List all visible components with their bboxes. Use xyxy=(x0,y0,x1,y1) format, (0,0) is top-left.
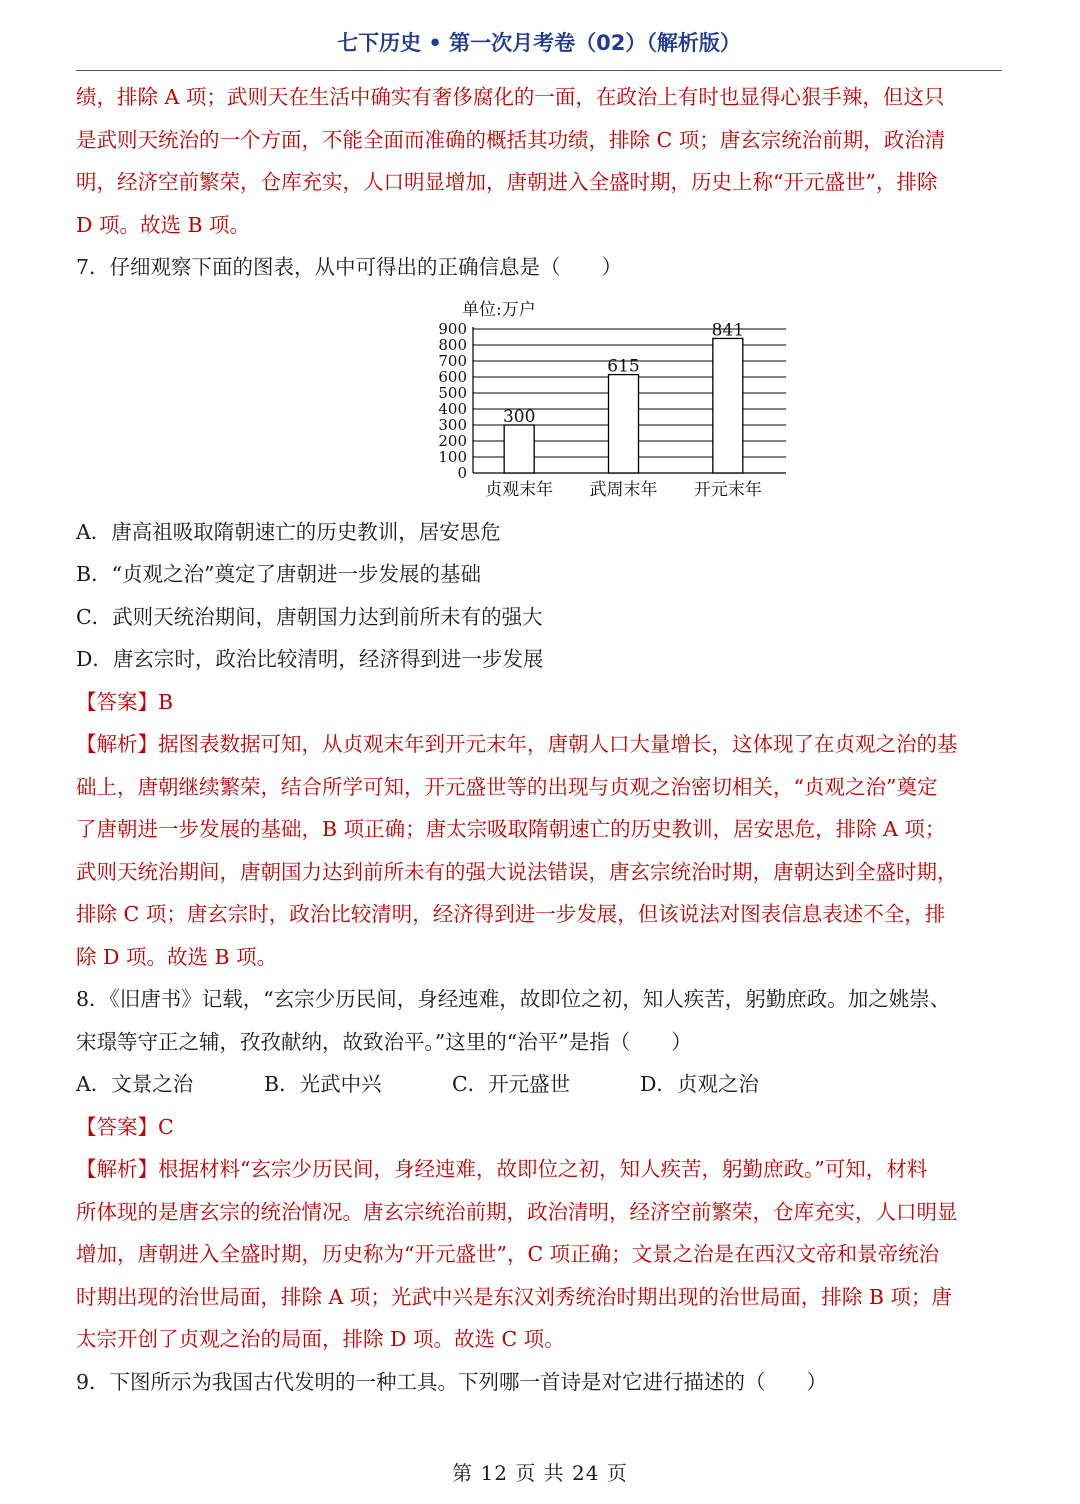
page-header-title: 七下历史 • 第一次月考卷（02）（解析版） xyxy=(337,31,741,55)
q8-options xyxy=(76,1063,1004,1106)
chart-data-label: 841 xyxy=(711,319,745,340)
q7-analysis-line xyxy=(76,723,1004,766)
q8-analysis-line: 时期出现的治世局面，排除 A 项；光武中兴是东汉刘秀统治时期出现的治世局面，排除 B 项；唐 xyxy=(76,1284,952,1309)
chart-y-tick-label: 0 xyxy=(457,463,467,482)
chart-y-tick-label: 800 xyxy=(438,335,467,354)
prev-analysis-line: 是武则天统治的一个方面，不能全面而准确的概括其功绩，排除 C 项；唐玄宗统治前期，政治清 xyxy=(76,127,946,152)
analysis-text: 根据材料“玄宗少历民间，身经迍难，故即位之初，知人疾苦，躬勤庶政。”可知，材料 xyxy=(158,1157,928,1181)
q7-option-b: B．“贞观之治”奠定了唐朝进一步发展的基础 xyxy=(76,562,482,586)
q8-analysis-line: 增加，唐朝进入全盛时期，历史称为“开元盛世”，C 项正确；文景之治是在西汉文帝和景帝统治 xyxy=(76,1242,940,1266)
chart-bar xyxy=(609,374,639,472)
q7-analysis-line: 了唐朝进一步发展的基础，B 项正确；唐太宗吸取隋朝速亡的历史教训，居安思危，排除 A 项； xyxy=(76,817,946,841)
q8-analysis-line: 太宗开创了贞观之治的局面，排除 D 项。故选 C 项。 xyxy=(76,1327,565,1351)
answer-value: B xyxy=(158,689,174,714)
analysis-tag: 【解析】 xyxy=(76,1157,158,1181)
chart-x-tick-label: 武周末年 xyxy=(589,479,658,500)
chart-y-tick-label: 200 xyxy=(438,431,467,450)
q8-option-c: C．开元盛世 xyxy=(452,1072,571,1096)
q7-answer xyxy=(76,681,1004,724)
chart-y-tick-label: 400 xyxy=(438,399,467,418)
chart-svg xyxy=(356,289,796,511)
q9-stem: 9．下图所示为我国古代发明的一种工具。下列哪一首诗是对它进行描述的（ ） xyxy=(76,1369,828,1394)
q7-analysis-line: 础上，唐朝继续繁荣，结合所学可知，开元盛世等的出现与贞观之治密切相关，“贞观之治”奠定 xyxy=(76,774,938,799)
q8-analysis-line: 所体现的是唐玄宗的统治情况。唐玄宗统治前期，政治清明，经济空前繁荣，仓库充实，人口明显 xyxy=(76,1199,958,1224)
q8-option-b: B．光武中兴 xyxy=(264,1072,382,1096)
prev-analysis-line: 明，经济空前繁荣，仓库充实，人口明显增加，唐朝进入全盛时期，历史上称“开元盛世”，排除 xyxy=(76,170,938,194)
q7-analysis-line: 除 D 项。故选 B 项。 xyxy=(76,944,278,969)
chart-data-label: 615 xyxy=(607,356,640,377)
answer-tag: 【答案】 xyxy=(76,1114,158,1139)
chart-y-tick-label: 500 xyxy=(438,383,467,402)
q8-option-d: D．贞观之治 xyxy=(640,1072,759,1096)
page-footer: 第 12 页 共 24 页 xyxy=(452,1461,628,1485)
chart-x-tick-label: 开元末年 xyxy=(693,479,762,500)
chart-y-tick-label: 900 xyxy=(438,319,467,338)
q7-option-d: D．唐玄宗时，政治比较清明，经济得到进一步发展 xyxy=(76,647,544,671)
chart-x-tick-label: 贞观末年 xyxy=(485,479,554,500)
chart-data-label: 300 xyxy=(502,406,536,427)
q7-option-a: A．唐高祖吸取隋朝速亡的历史教训，居安思危 xyxy=(76,519,501,544)
answer-tag: 【答案】 xyxy=(76,689,158,714)
analysis-tag: 【解析】 xyxy=(76,732,158,756)
q7-analysis-line: 武则天统治期间，唐朝国力达到前所未有的强大说法错误，唐玄宗统治时期，唐朝达到全盛时期， xyxy=(76,859,958,884)
chart-y-tick-label: 700 xyxy=(438,351,467,370)
chart-bar xyxy=(504,425,534,473)
population-bar-chart xyxy=(76,289,1004,511)
q8-option-a: A．文景之治 xyxy=(76,1072,194,1096)
header-divider xyxy=(76,70,1002,71)
q8-stem-line: 宋璟等守正之辅，孜孜献纳，故致治平。”这里的“治平”是指（ ） xyxy=(76,1029,692,1054)
page-content xyxy=(76,76,1004,1403)
q7-analysis-line: 排除 C 项；唐玄宗时，政治比较清明，经济得到进一步发展，但该说法对图表信息表述不全，排 xyxy=(76,902,946,926)
answer-value: C xyxy=(158,1114,174,1139)
chart-unit-label: 单位:万户 xyxy=(462,299,536,320)
prev-analysis-line: D 项。故选 B 项。 xyxy=(76,212,251,237)
q8-analysis-line xyxy=(76,1148,1004,1191)
analysis-text: 据图表数据可知，从贞观末年到开元末年，唐朝人口大量增长，这体现了在贞观之治的基 xyxy=(158,732,958,756)
q7-stem: 7．仔细观察下面的图表，从中可得出的正确信息是（ ） xyxy=(76,255,623,279)
prev-analysis-line: 绩，排除 A 项；武则天在生活中确实有奢侈腐化的一面，在政治上有时也显得心狠手辣，但这只 xyxy=(76,85,945,109)
chart-bar xyxy=(713,338,743,473)
q8-answer xyxy=(76,1106,1004,1149)
q7-option-c: C．武则天统治期间，唐朝国力达到前所未有的强大 xyxy=(76,604,543,629)
chart-y-tick-label: 100 xyxy=(438,447,467,466)
q8-stem-line: 8．《旧唐书》记载，“玄宗少历民间，身经迍难，故即位之初，知人疾苦，躬勤庶政。加之姚崇、 xyxy=(76,987,951,1011)
chart-y-tick-label: 600 xyxy=(438,367,467,386)
chart-y-tick-label: 300 xyxy=(438,415,467,434)
